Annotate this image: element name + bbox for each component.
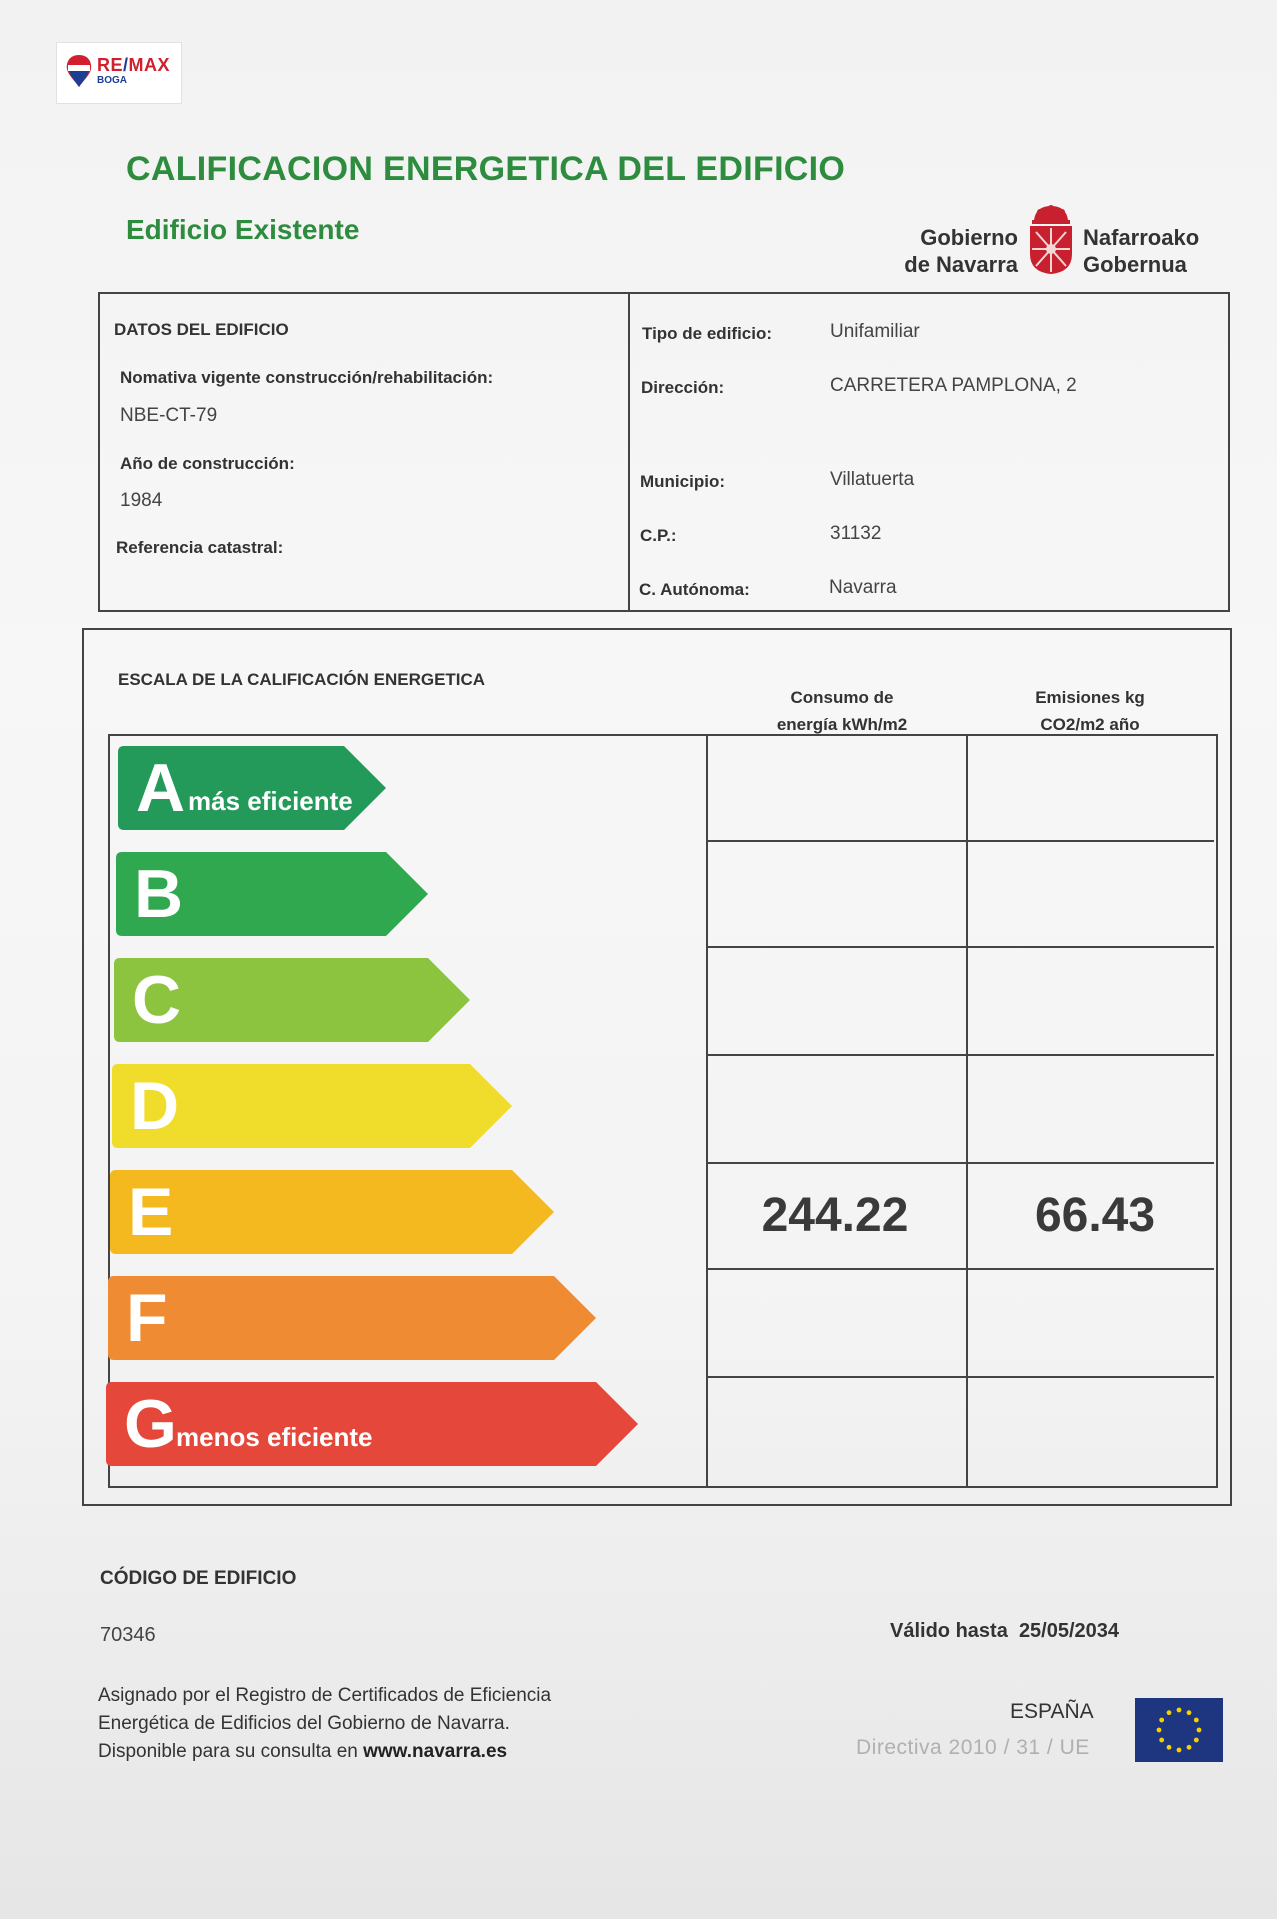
scale-title: ESCALA DE LA CALIFICACIÓN ENERGETICA (118, 670, 486, 689)
gov-name-es: Gobierno de Navarra (904, 225, 1018, 277)
rating-letter: D (130, 1068, 180, 1144)
logo-brand: RE/MAX (97, 55, 171, 75)
building-section-title: DATOS DEL EDIFICIO (114, 320, 289, 339)
cp-value: 31132 (830, 523, 882, 544)
grid-divider-right (966, 734, 968, 1486)
tipo-value: Unifamiliar (830, 321, 920, 342)
rating-letter: F (126, 1280, 168, 1356)
grid-row-line (706, 1162, 1214, 1164)
rating-caption: más eficiente (188, 786, 353, 816)
grid-row-line (706, 1268, 1214, 1270)
gov-name-eu: Nafarroako Gobernua (1083, 225, 1200, 277)
valid-until: Válido hasta 25/05/2034 (890, 1620, 1120, 1642)
eu-flag-icon (1135, 1698, 1223, 1762)
navarra-crest-icon (1026, 202, 1076, 276)
consumo-header: Consumo de energía kWh/m2 (776, 688, 908, 734)
rating-bar-f (108, 1276, 596, 1360)
building-code-value: 70346 (100, 1624, 156, 1646)
municipio-value: Villatuerta (830, 469, 915, 490)
building-data-divider (628, 292, 630, 610)
catastral-label: Referencia catastral: (116, 538, 284, 557)
rating-bar-a (118, 746, 386, 830)
cp-label: C.P.: (640, 526, 677, 545)
rating-bar-b (116, 852, 428, 936)
emisiones-header: Emisiones kg CO2/m2 año (1035, 688, 1145, 734)
balloon-icon (65, 53, 93, 93)
tipo-label: Tipo de edificio: (642, 324, 773, 343)
consumo-value: 244.22 (761, 1189, 909, 1242)
country-label: ESPAÑA (1010, 1700, 1094, 1723)
grid-divider-left (706, 734, 708, 1486)
year-value: 1984 (120, 490, 163, 511)
rating-bar-g (106, 1382, 638, 1466)
valid-date: 25/05/2034 (1018, 1620, 1120, 1642)
rating-bar-e (110, 1170, 554, 1254)
normativa-value: NBE-CT-79 (120, 405, 218, 426)
rating-letter: C (132, 962, 182, 1038)
grid-row-line (706, 1054, 1214, 1056)
directive-label: Directiva 2010 / 31 / UE (856, 1736, 1090, 1759)
autonoma-value: Navarra (829, 577, 897, 598)
autonoma-label: C. Autónoma: (639, 580, 750, 599)
building-code-label: CÓDIGO DE EDIFICIO (100, 1568, 297, 1589)
municipio-label: Municipio: (640, 472, 725, 491)
direccion-value: CARRETERA PAMPLONA, 2 (830, 375, 1077, 396)
registry-note: Asignado por el Registro de Certificados de Eficiencia Energética de Edificios del Gobierno de Navarra. Disponible para su consulta en www.navarra.es (98, 1685, 552, 1762)
normativa-label: Nomativa vigente construcción/rehabilitación: (120, 368, 494, 387)
rating-bar-d (112, 1064, 512, 1148)
navarra-link[interactable]: www.navarra.es (363, 1741, 508, 1762)
rating-letter: B (134, 856, 184, 932)
grid-row-line (706, 946, 1214, 948)
page-subtitle: Edificio Existente (126, 214, 360, 245)
direccion-label: Dirección: (641, 378, 725, 397)
rating-letter: G (124, 1386, 177, 1462)
emisiones-value: 66.43 (1034, 1189, 1156, 1242)
grid-row-line (706, 1376, 1214, 1378)
logo-office: BOGA (97, 75, 127, 86)
year-label: Año de construcción: (120, 454, 295, 473)
rating-bar-c (114, 958, 470, 1042)
remax-logo (56, 42, 182, 104)
rating-letter: E (128, 1174, 174, 1250)
rating-letter: A (136, 750, 186, 826)
rating-caption: menos eficiente (176, 1422, 373, 1452)
grid-row-line (706, 840, 1214, 842)
page-title: CALIFICACION ENERGETICA DEL EDIFICIO (126, 150, 846, 188)
